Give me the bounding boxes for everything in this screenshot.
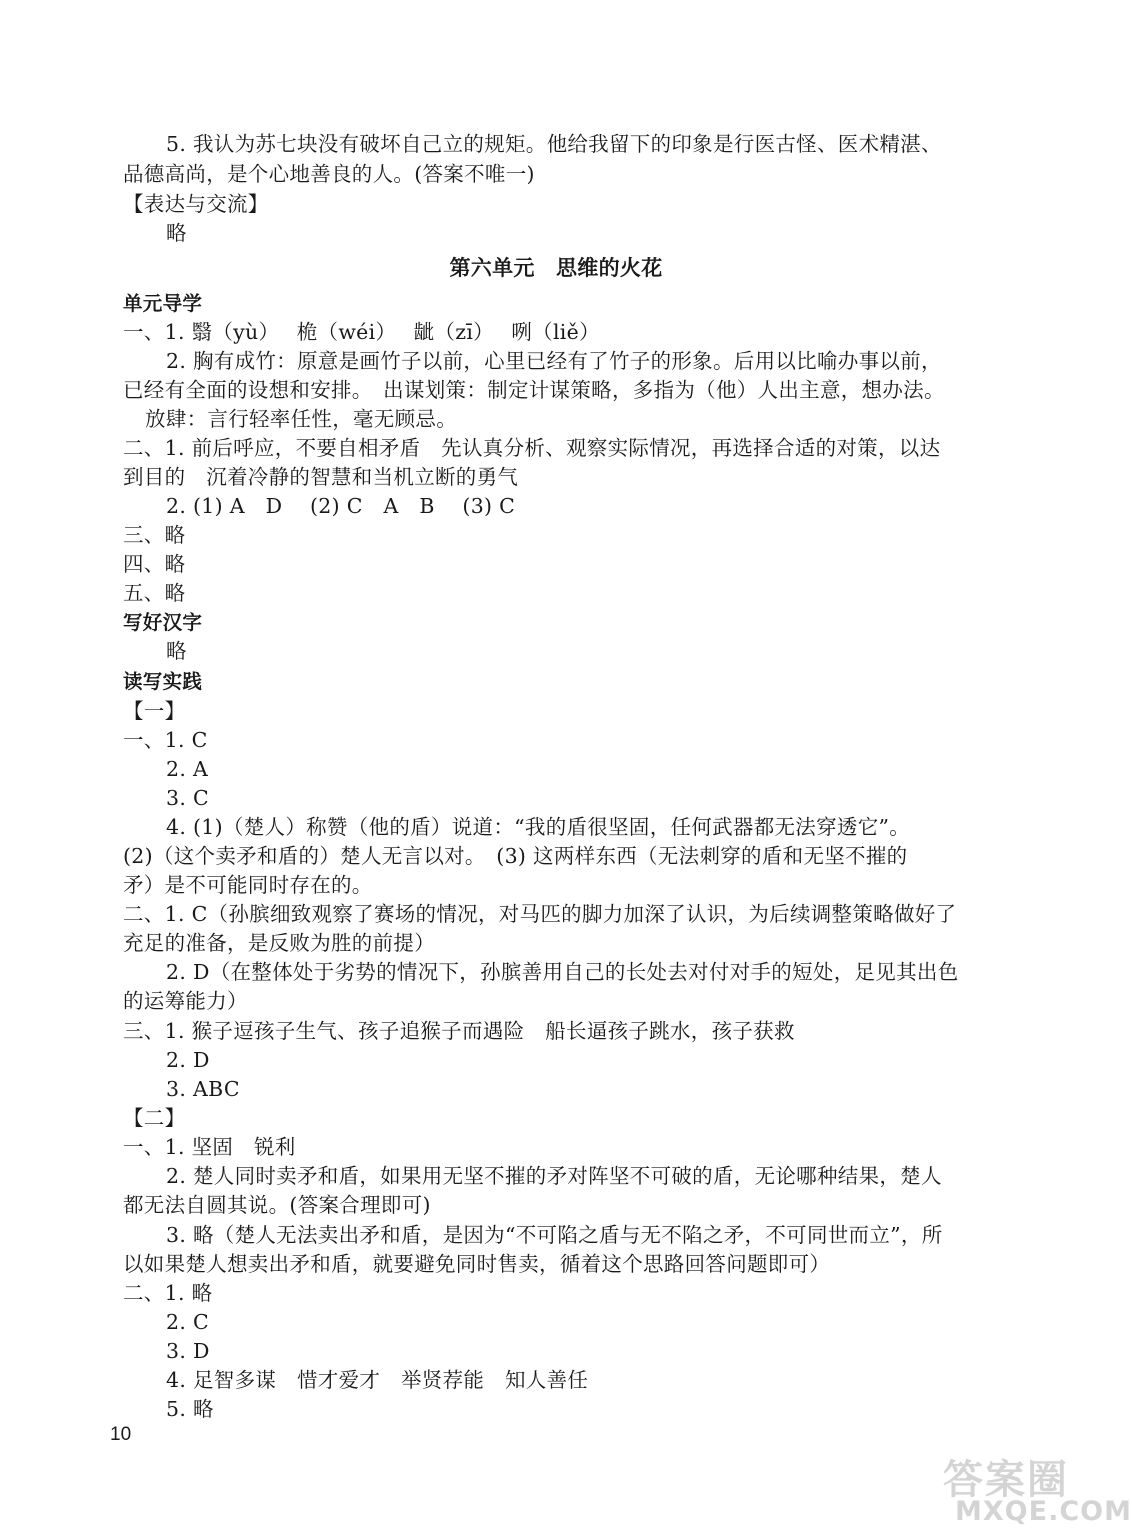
- section-heading: 读写实践: [123, 670, 203, 693]
- answer-line: 5. 我认为苏七块没有破坏自己立的规矩。他给我留下的印象是行医古怪、医术精湛、: [166, 132, 942, 156]
- answer-line: 2. D: [166, 1048, 210, 1072]
- answer-line: 二、1. C（孙膑细致观察了赛场的情况，对马匹的脚力加深了认识，为后续调整策略做好了: [123, 902, 957, 926]
- answer-line: 以如果楚人想卖出矛和盾，就要避免同时售卖，循着这个思路回答问题即可）: [123, 1252, 831, 1276]
- answer-line: (2)（这个卖矛和盾的）楚人无言以对。 (3) 这两样东西（无法刺穿的盾和无坚不摧的: [123, 844, 908, 868]
- answer-line: 2. 楚人同时卖矛和盾，如果用无坚不摧的矛对阵坚不可破的盾，无论哪种结果，楚人: [166, 1164, 942, 1188]
- answer-line: 品德高尚，是个心地善良的人。(答案不唯一): [123, 162, 535, 186]
- answer-line: 3. 略（楚人无法卖出矛和盾，是因为“不可陷之盾与无不陷之矛，不可同世而立”，所: [166, 1223, 943, 1247]
- answer-line: 一、1. 坚固 锐利: [123, 1135, 296, 1159]
- answer-line: 五、略: [123, 581, 186, 605]
- watermark: [895, 1448, 1132, 1530]
- answer-line: 2. (1) A D (2) C A B (3) C: [166, 494, 516, 518]
- answer-line: 5. 略: [166, 1397, 214, 1421]
- section-heading: 写好汉字: [123, 611, 203, 634]
- answer-line: 2. D（在整体处于劣势的情况下，孙膑善用自己的长处去对付对手的短处，足见其出色: [166, 960, 959, 984]
- answer-line: 略: [166, 221, 187, 245]
- answer-line: 充足的准备，是反败为胜的前提）: [123, 931, 435, 955]
- answer-line: 3. D: [166, 1339, 210, 1363]
- answer-line: 一、1. C: [123, 728, 208, 752]
- answer-line: 四、略: [123, 552, 186, 576]
- section-heading: 【二】: [123, 1106, 186, 1130]
- answer-line: 矛）是不可能同时存在的。: [123, 873, 373, 897]
- answer-line: 一、1. 翳（yù） 桅（wéi） 龇（zī） 咧（liě）: [123, 320, 600, 344]
- answer-line: 2. C: [166, 1310, 209, 1334]
- answer-line: 的运筹能力）: [123, 989, 248, 1013]
- answer-line: 3. ABC: [166, 1077, 240, 1101]
- answer-line: 2. 胸有成竹：原意是画竹子以前，心里已经有了竹子的形象。后用以比喻办事以前，: [166, 349, 942, 373]
- section-heading: 单元导学: [123, 292, 203, 315]
- answer-line: 2. A: [166, 757, 209, 781]
- answer-line: 二、1. 前后呼应，不要自相矛盾 先认真分析、观察实际情况，再选择合适的对策，以达: [123, 436, 941, 460]
- answer-line: 4. (1)（楚人）称赞（他的盾）说道：“我的盾很坚固，任何武器都无法穿透它”。: [166, 815, 911, 839]
- section-heading: 【表达与交流】: [123, 192, 269, 216]
- answer-line: 已经有全面的设想和安排。 出谋划策：制定计谋策略，多指为（他）人出主意，想办法。: [123, 378, 945, 402]
- answer-line: 略: [166, 639, 187, 663]
- answer-line: 二、1. 略: [123, 1281, 213, 1305]
- answer-line: 放肆：言行轻率任性，毫无顾忌。: [145, 407, 457, 431]
- answer-line: 到目的 沉着冷静的智慧和当机立断的勇气: [123, 465, 519, 489]
- unit-title: 第六单元 思维的火花: [449, 256, 663, 280]
- watermark-logo: 答案圈: [943, 1457, 1069, 1503]
- answer-line: 3. C: [166, 786, 209, 810]
- page-number: 10: [110, 1424, 132, 1445]
- answer-line: 都无法自圆其说。(答案合理即可): [123, 1193, 431, 1217]
- section-heading: 【一】: [123, 699, 186, 723]
- answer-line: 三、略: [123, 523, 186, 547]
- answer-line: 4. 足智多谋 惜才爱才 举贤荐能 知人善任: [166, 1368, 589, 1392]
- answer-line: 三、1. 猴子逗孩子生气、孩子追猴子而遇险 船长逼孩子跳水，孩子获救: [123, 1019, 795, 1043]
- watermark-site: MXQE.COM: [955, 1496, 1132, 1527]
